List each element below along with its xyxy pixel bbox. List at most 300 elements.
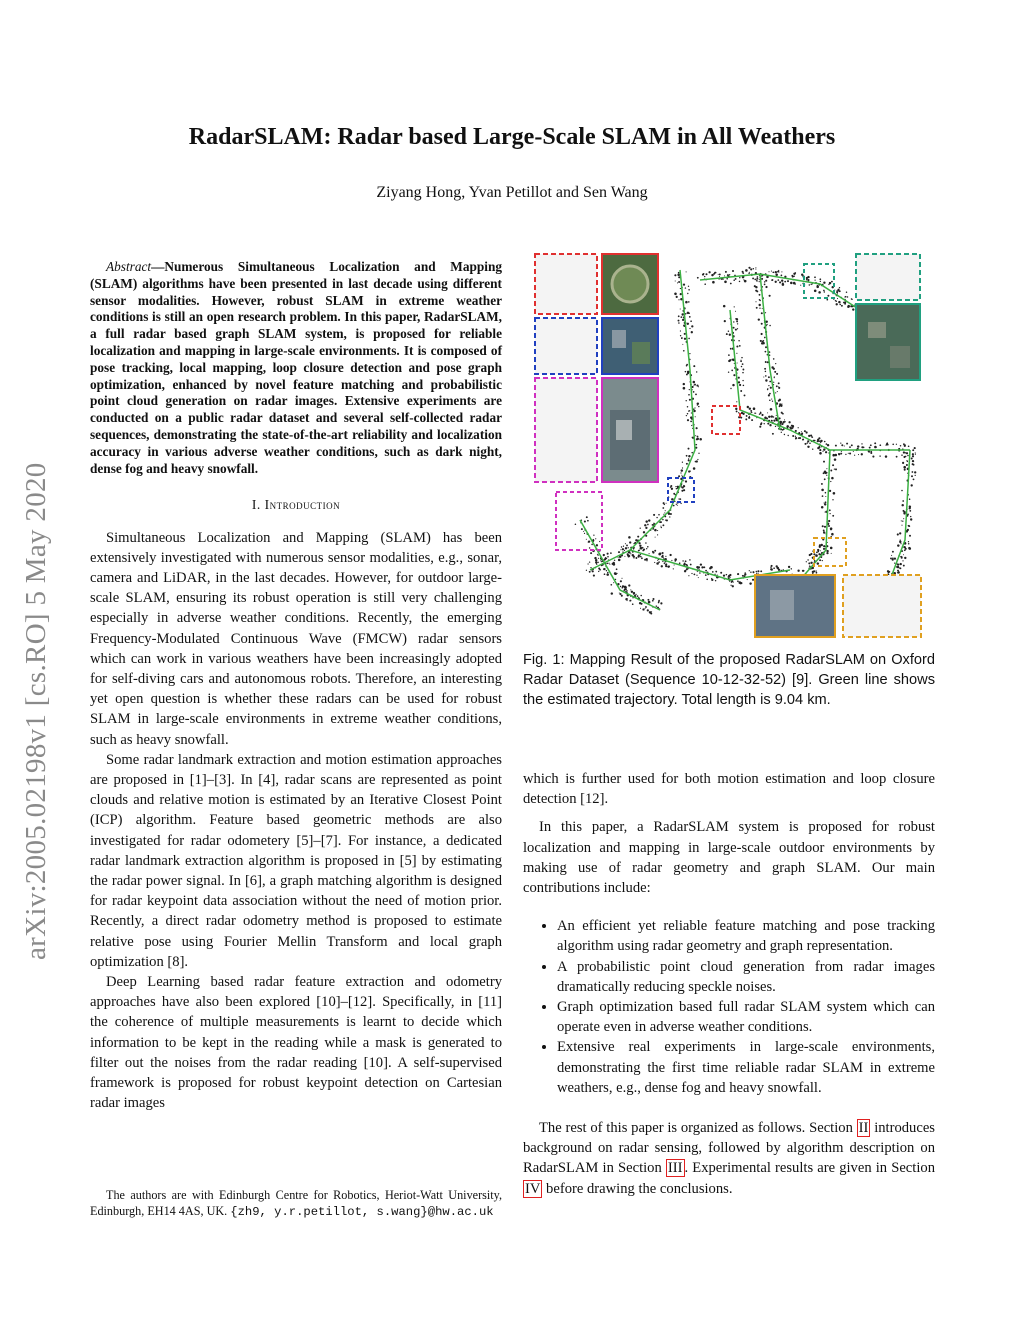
map-point	[628, 556, 630, 558]
map-point	[787, 280, 789, 282]
map-point	[610, 552, 612, 554]
map-point	[682, 486, 684, 488]
map-point	[698, 386, 699, 387]
map-point	[765, 351, 767, 353]
map-point	[909, 505, 910, 506]
closing-text-3: . Experimental results are given in Section	[684, 1160, 935, 1177]
map-point	[803, 570, 805, 572]
map-point	[739, 277, 740, 278]
map-point	[892, 443, 894, 445]
map-point	[753, 407, 756, 410]
map-point	[621, 546, 622, 547]
map-point	[686, 365, 688, 367]
map-point	[746, 415, 748, 417]
map-point	[629, 541, 631, 543]
map-point	[691, 412, 692, 413]
map-point	[781, 403, 782, 404]
map-point	[685, 480, 687, 482]
map-point	[655, 537, 656, 538]
map-point	[807, 559, 808, 560]
map-point	[764, 281, 766, 283]
map-point	[770, 387, 772, 389]
map-point	[795, 438, 797, 440]
map-point	[908, 543, 910, 545]
section-ref-link[interactable]: IV	[525, 1180, 541, 1197]
map-point	[790, 282, 793, 285]
map-point	[696, 444, 698, 446]
map-point	[814, 440, 816, 442]
map-point	[903, 466, 906, 469]
map-point	[658, 602, 660, 604]
map-point	[733, 279, 735, 281]
map-point	[727, 576, 728, 577]
map-point	[778, 382, 780, 384]
map-point	[909, 507, 911, 509]
map-point	[781, 280, 783, 282]
map-point	[690, 421, 692, 423]
map-point	[755, 267, 756, 268]
map-point	[695, 461, 697, 463]
map-point	[682, 344, 683, 345]
map-point	[817, 440, 819, 442]
map-point	[654, 550, 656, 552]
map-point	[733, 582, 734, 583]
map-point	[821, 489, 824, 492]
map-point	[662, 519, 663, 520]
map-point	[825, 496, 826, 497]
map-point	[726, 574, 728, 576]
map-point	[813, 570, 815, 572]
map-point	[622, 548, 624, 550]
map-point	[795, 436, 796, 437]
map-point	[733, 321, 734, 322]
map-point	[624, 556, 625, 557]
map-point	[628, 584, 630, 586]
map-point	[632, 603, 634, 605]
map-point	[906, 460, 907, 461]
map-point	[822, 560, 823, 561]
map-point	[832, 454, 835, 457]
map-point	[723, 575, 725, 577]
map-point	[816, 572, 818, 574]
map-point	[758, 318, 760, 320]
map-point	[899, 567, 900, 568]
map-point	[680, 330, 681, 331]
map-point	[669, 516, 670, 517]
map-point	[798, 427, 799, 428]
map-point	[678, 299, 679, 300]
map-point	[905, 547, 906, 548]
map-point	[645, 542, 647, 544]
map-point	[823, 530, 824, 531]
map-point	[910, 516, 911, 517]
map-point	[697, 571, 698, 572]
map-point	[820, 550, 821, 551]
map-point	[774, 371, 776, 373]
map-point	[781, 432, 782, 433]
map-point	[600, 560, 601, 561]
map-point	[689, 559, 691, 561]
map-point	[753, 268, 754, 269]
map-point	[876, 447, 877, 448]
map-point	[619, 594, 620, 595]
map-point	[908, 525, 910, 527]
map-point	[644, 524, 646, 526]
map-point	[890, 557, 892, 559]
map-point	[748, 267, 750, 269]
map-point	[900, 539, 901, 540]
map-point	[670, 485, 672, 487]
map-point	[764, 417, 767, 420]
map-point	[711, 578, 712, 579]
abstract	[90, 259, 502, 477]
map-point	[705, 273, 707, 275]
map-point	[691, 325, 693, 327]
map-point	[730, 585, 731, 586]
map-point	[912, 449, 914, 451]
map-point	[817, 551, 819, 553]
map-point	[832, 499, 833, 500]
map-point	[657, 560, 658, 561]
map-point	[726, 333, 728, 335]
map-point	[595, 559, 597, 561]
abstract-text: —Numerous Simultaneous Localization and Mapping (SLAM) algorithms have been presented in last decade using different sensor modalities. However, robust SLAM in extreme weather conditions is still an open research problem. In this paper, RadarSLAM, a full radar based graph SLAM system, is proposed for reliable localization and mapping in large-scale environments. It is composed of pose tracking, local mapping, loop closure detection and pose graph optimization, enhanced by novel feature matching and probabilistic point cloud generation on radar images. Extensive experiments are conducted on a public radar dataset and several self-collected radar sequences, demonstrating the state-of-the-art reliability and localization accuracy in various adverse weather conditions, such as dark night, dense fog and heavy snowfall.	[90, 259, 502, 476]
map-point	[688, 458, 689, 459]
map-point	[697, 436, 699, 438]
map-point	[673, 568, 674, 569]
map-point	[771, 565, 773, 567]
map-point	[674, 560, 676, 562]
inset-red	[535, 254, 658, 314]
map-point	[628, 547, 629, 548]
map-point	[771, 366, 773, 368]
map-point	[687, 419, 689, 421]
map-point	[596, 564, 597, 565]
map-point	[909, 535, 911, 537]
map-point	[831, 477, 834, 480]
map-point	[755, 301, 756, 302]
map-point	[807, 442, 808, 443]
map-point	[900, 543, 901, 544]
map-point	[683, 489, 685, 491]
map-point	[750, 410, 752, 412]
map-point	[808, 435, 810, 437]
marker-red	[712, 406, 740, 434]
map-point	[683, 284, 685, 286]
map-point	[761, 312, 763, 314]
map-point	[609, 564, 610, 565]
map-point	[771, 271, 772, 272]
map-point	[901, 490, 903, 492]
map-point	[901, 525, 902, 526]
map-point	[775, 426, 776, 427]
map-point	[837, 293, 838, 294]
map-point	[693, 381, 696, 384]
map-point	[680, 335, 681, 336]
map-point	[745, 269, 748, 272]
map-point	[840, 453, 842, 455]
inset-orange	[755, 575, 921, 637]
map-point	[687, 312, 689, 314]
map-point	[626, 598, 628, 600]
map-point	[701, 566, 703, 568]
map-point	[822, 495, 824, 497]
map-point	[622, 587, 623, 588]
map-point	[698, 577, 699, 578]
map-point	[771, 399, 772, 400]
map-point	[834, 458, 837, 461]
map-point	[758, 304, 760, 306]
map-point	[606, 570, 607, 571]
map-point	[598, 558, 599, 559]
map-point	[731, 581, 733, 583]
map-point	[736, 345, 738, 347]
section-ref-link[interactable]: II	[858, 1120, 869, 1137]
map-point	[896, 444, 897, 445]
map-point	[903, 518, 904, 519]
section-ref-link[interactable]: III	[667, 1160, 683, 1177]
map-point	[770, 408, 773, 411]
map-point	[663, 502, 665, 504]
map-point	[596, 544, 598, 546]
map-point	[782, 413, 784, 415]
map-point	[623, 546, 624, 547]
map-point	[728, 331, 729, 332]
map-point	[696, 427, 698, 429]
map-point	[674, 274, 676, 276]
contribution-list	[523, 916, 935, 1098]
map-point	[830, 481, 831, 482]
map-point	[703, 273, 705, 275]
map-point	[764, 284, 766, 286]
inset-orange-radar	[843, 575, 921, 637]
map-point	[769, 393, 771, 395]
map-point	[734, 306, 735, 307]
map-point	[688, 286, 689, 287]
map-point	[826, 443, 828, 445]
map-point	[852, 308, 854, 310]
map-point	[741, 357, 743, 359]
map-point	[837, 298, 838, 299]
map-point	[839, 304, 841, 306]
map-point	[687, 373, 689, 375]
map-point	[914, 447, 916, 449]
map-point	[625, 586, 627, 588]
map-point	[693, 573, 695, 575]
map-point	[683, 350, 685, 352]
map-point	[761, 414, 763, 416]
map-point	[684, 333, 686, 335]
map-point	[689, 353, 690, 354]
map-point	[647, 599, 649, 601]
figure-map	[530, 250, 934, 642]
map-point	[677, 505, 678, 506]
map-point	[807, 440, 809, 442]
map-point	[915, 475, 916, 476]
map-point	[736, 401, 737, 402]
map-point	[824, 503, 826, 505]
map-point	[736, 353, 737, 354]
map-point	[781, 271, 782, 272]
map-point	[759, 300, 760, 301]
map-point	[907, 455, 909, 457]
map-point	[768, 376, 770, 378]
map-point	[691, 452, 693, 454]
map-point	[603, 568, 605, 570]
map-point	[696, 566, 698, 568]
map-point	[677, 273, 680, 276]
map-point	[759, 426, 761, 428]
map-point	[769, 399, 771, 401]
map-point	[886, 442, 888, 444]
map-point	[899, 541, 901, 543]
map-point	[691, 331, 693, 333]
map-point	[704, 276, 705, 277]
map-point	[906, 452, 908, 454]
map-point	[858, 454, 859, 455]
map-point	[663, 557, 664, 558]
map-point	[639, 602, 641, 604]
map-point	[791, 427, 793, 429]
map-point	[756, 571, 757, 572]
map-point	[606, 573, 609, 576]
map-point	[829, 513, 830, 514]
map-point	[631, 591, 633, 593]
map-point	[726, 278, 728, 280]
map-point	[728, 371, 729, 372]
map-point	[799, 437, 801, 439]
map-point	[818, 291, 821, 294]
map-point	[837, 290, 839, 292]
map-point	[767, 423, 769, 425]
map-point	[693, 391, 695, 393]
map-point	[849, 446, 851, 448]
map-point	[663, 514, 664, 515]
map-point	[749, 570, 750, 571]
map-point	[788, 421, 790, 423]
map-point	[678, 322, 680, 324]
map-point	[820, 442, 821, 443]
map-point	[851, 298, 852, 299]
map-point	[846, 291, 847, 292]
map-point	[696, 371, 697, 372]
inset-magenta	[535, 378, 658, 482]
map-point	[610, 584, 612, 586]
contribution-item: • Graph optimization based full radar SLAM system which can operate even in adverse weather conditions.	[557, 997, 935, 1037]
map-point	[725, 271, 727, 273]
map-point	[824, 526, 826, 528]
map-point	[770, 568, 772, 570]
map-point	[745, 418, 747, 420]
map-point	[774, 377, 775, 378]
map-point	[765, 320, 767, 322]
map-point	[826, 475, 827, 476]
map-point	[773, 358, 775, 360]
map-point	[757, 570, 759, 572]
map-point	[819, 449, 821, 451]
map-point	[742, 369, 744, 371]
map-point	[660, 602, 662, 604]
map-point	[749, 416, 750, 417]
map-point	[687, 413, 688, 414]
map-point	[638, 555, 640, 557]
map-point	[908, 445, 910, 447]
map-point	[695, 416, 696, 417]
map-point	[823, 548, 825, 550]
map-point	[823, 282, 825, 284]
map-point	[825, 451, 827, 453]
map-point	[652, 598, 654, 600]
map-point	[688, 448, 690, 450]
map-point	[732, 270, 734, 272]
map-point	[906, 464, 908, 466]
map-point	[678, 281, 680, 283]
map-point	[614, 572, 617, 575]
map-point	[779, 405, 781, 407]
map-point	[777, 567, 780, 570]
map-point	[738, 340, 739, 341]
author-footnote	[90, 1188, 502, 1220]
map-point	[870, 452, 872, 454]
map-point	[888, 572, 890, 574]
map-point	[729, 334, 731, 336]
map-point	[822, 525, 824, 527]
map-point	[760, 570, 762, 572]
map-point	[902, 560, 903, 561]
map-point	[730, 388, 731, 389]
map-point	[819, 452, 822, 455]
map-point	[658, 514, 660, 516]
map-point	[716, 571, 717, 572]
map-point	[733, 327, 735, 329]
closing-text-4: before drawing the conclusions.	[542, 1180, 733, 1197]
map-point	[831, 533, 834, 536]
map-point	[662, 555, 663, 556]
map-point	[704, 283, 706, 285]
map-point	[681, 475, 682, 476]
map-point	[593, 575, 595, 577]
map-point	[757, 278, 758, 279]
map-point	[633, 593, 635, 595]
map-point	[676, 296, 678, 298]
map-point	[760, 340, 762, 342]
map-point	[583, 531, 584, 532]
map-point	[820, 544, 823, 547]
map-point	[586, 516, 588, 518]
map-point	[668, 513, 670, 515]
map-point	[590, 552, 592, 554]
map-point	[688, 410, 689, 411]
map-point	[812, 448, 813, 449]
map-point	[705, 570, 707, 572]
map-point	[696, 575, 697, 576]
map-point	[778, 270, 779, 271]
map-point	[682, 319, 684, 321]
map-point	[768, 416, 770, 418]
footnote-affiliation: The authors are with Edinburgh Centre for Robotics, Heriot-Watt University, Edinburgh, EH14 4AS, UK.	[90, 1188, 502, 1218]
map-point	[630, 600, 632, 602]
map-point	[687, 293, 688, 294]
map-point	[694, 407, 695, 408]
map-point	[820, 281, 821, 282]
map-point	[595, 561, 597, 563]
map-point	[737, 323, 738, 324]
map-point	[783, 428, 785, 430]
map-point	[742, 363, 744, 365]
map-point	[759, 281, 760, 282]
map-point	[771, 415, 773, 417]
map-point	[618, 557, 619, 558]
